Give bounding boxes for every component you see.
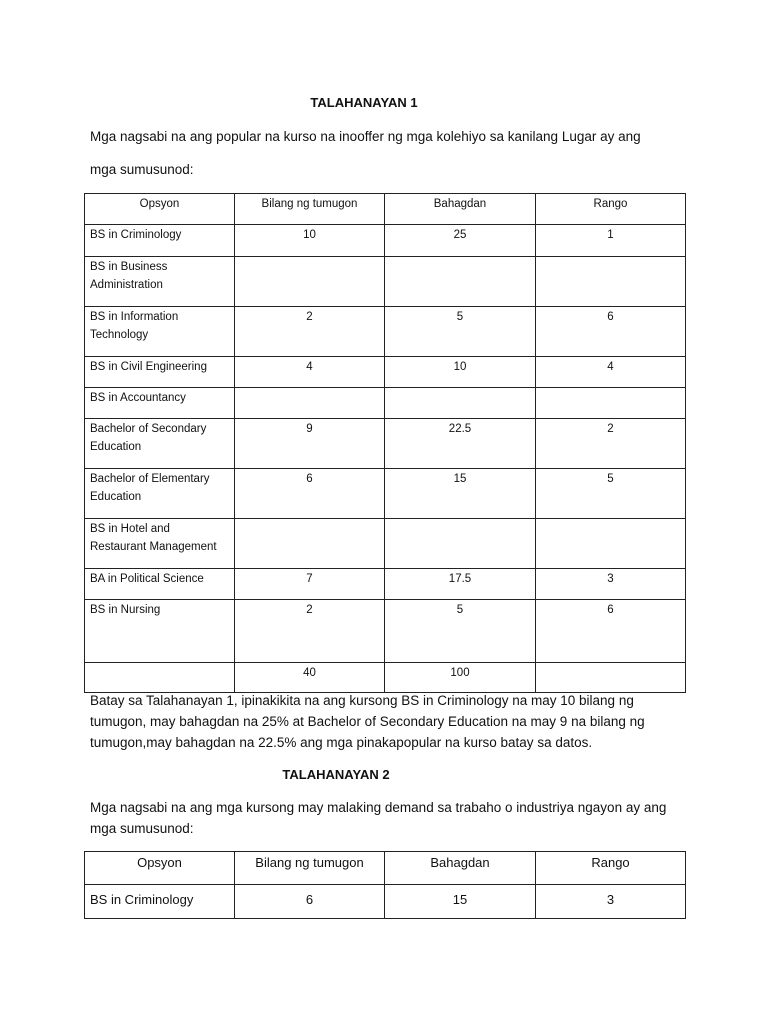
table1-intro-line2: mga sumusunod: — [90, 162, 194, 177]
header-opsyon: Opsyon — [85, 852, 235, 885]
table2-title: TALAHANAYAN 2 — [282, 767, 390, 782]
totals-rank — [536, 663, 686, 693]
row-percent: 25 — [385, 225, 536, 257]
row-rank: 2 — [536, 419, 686, 469]
row-count: 10 — [235, 225, 385, 257]
row-count: 2 — [235, 307, 385, 357]
table1 — [84, 193, 686, 693]
row-option: BS in Civil Engineering — [85, 357, 235, 388]
totals-option — [85, 663, 235, 693]
row-count — [235, 257, 385, 307]
row-option: BS in Criminology — [85, 225, 235, 257]
table-row — [85, 388, 686, 419]
row-option: Bachelor of Elementary Education — [85, 469, 235, 519]
row-count — [235, 519, 385, 569]
row-percent: 5 — [385, 600, 536, 663]
row-option: BS in Criminology — [85, 885, 235, 919]
table1-title: TALAHANAYAN 1 — [310, 95, 418, 110]
table-row — [85, 469, 686, 519]
table-row — [85, 257, 686, 307]
row-percent: 22.5 — [385, 419, 536, 469]
row-percent: 10 — [385, 357, 536, 388]
row-percent: 17.5 — [385, 569, 536, 600]
table-row — [85, 225, 686, 257]
header-bilang: Bilang ng tumugon — [235, 852, 385, 885]
table1-totals-row — [85, 663, 686, 693]
row-count — [235, 388, 385, 419]
totals-count: 40 — [235, 663, 385, 693]
row-rank: 3 — [536, 885, 686, 919]
row-count: 9 — [235, 419, 385, 469]
table-row — [85, 600, 686, 663]
row-option: BA in Political Science — [85, 569, 235, 600]
header-bahagdan: Bahagdan — [385, 194, 536, 225]
table1-intro-line1: Mga nagsabi na ang popular na kurso na inooffer ng mga kolehiyo sa kanilang Lugar ay ang — [90, 129, 641, 144]
row-percent — [385, 519, 536, 569]
row-count: 6 — [235, 885, 385, 919]
row-rank — [536, 257, 686, 307]
row-rank — [536, 519, 686, 569]
table-row — [85, 885, 686, 919]
row-percent: 15 — [385, 469, 536, 519]
row-count: 6 — [235, 469, 385, 519]
row-rank: 6 — [536, 600, 686, 663]
table2-header-row — [85, 852, 686, 885]
row-option: BS in Hotel and Restaurant Management — [85, 519, 235, 569]
row-option: BS in Information Technology — [85, 307, 235, 357]
table-row — [85, 357, 686, 388]
row-percent: 15 — [385, 885, 536, 919]
row-rank: 6 — [536, 307, 686, 357]
row-rank: 4 — [536, 357, 686, 388]
totals-percent: 100 — [385, 663, 536, 693]
table-row — [85, 307, 686, 357]
row-rank: 1 — [536, 225, 686, 257]
row-rank: 5 — [536, 469, 686, 519]
row-option: BS in Nursing — [85, 600, 235, 663]
table1-summary: Batay sa Talahanayan 1, ipinakikita na ang kursong BS in Criminology na may 10 bilang ng tumugon, may bahagdan na 25% at Bachelor of Secondary Education na may 9 na bilang ng tumugon,may bahagdan na 22.5% ang mga pinakapopular na kurso batay sa datos. — [90, 693, 645, 750]
row-option: BS in Accountancy — [85, 388, 235, 419]
header-opsyon: Opsyon — [85, 194, 235, 225]
header-bilang: Bilang ng tumugon — [235, 194, 385, 225]
table2 — [84, 851, 686, 919]
table-row — [85, 569, 686, 600]
row-count: 7 — [235, 569, 385, 600]
header-rango: Rango — [536, 852, 686, 885]
row-rank — [536, 388, 686, 419]
row-option: BS in Business Administration — [85, 257, 235, 307]
row-rank: 3 — [536, 569, 686, 600]
row-count: 2 — [235, 600, 385, 663]
row-percent — [385, 257, 536, 307]
table-row — [85, 419, 686, 469]
header-rango: Rango — [536, 194, 686, 225]
row-percent: 5 — [385, 307, 536, 357]
table-row — [85, 519, 686, 569]
header-bahagdan: Bahagdan — [385, 852, 536, 885]
row-percent — [385, 388, 536, 419]
table1-header-row — [85, 194, 686, 225]
row-option: Bachelor of Secondary Education — [85, 419, 235, 469]
table2-intro: Mga nagsabi na ang mga kursong may malaking demand sa trabaho o industriya ngayon ay ang mga sumusunod: — [90, 800, 667, 836]
row-count: 4 — [235, 357, 385, 388]
